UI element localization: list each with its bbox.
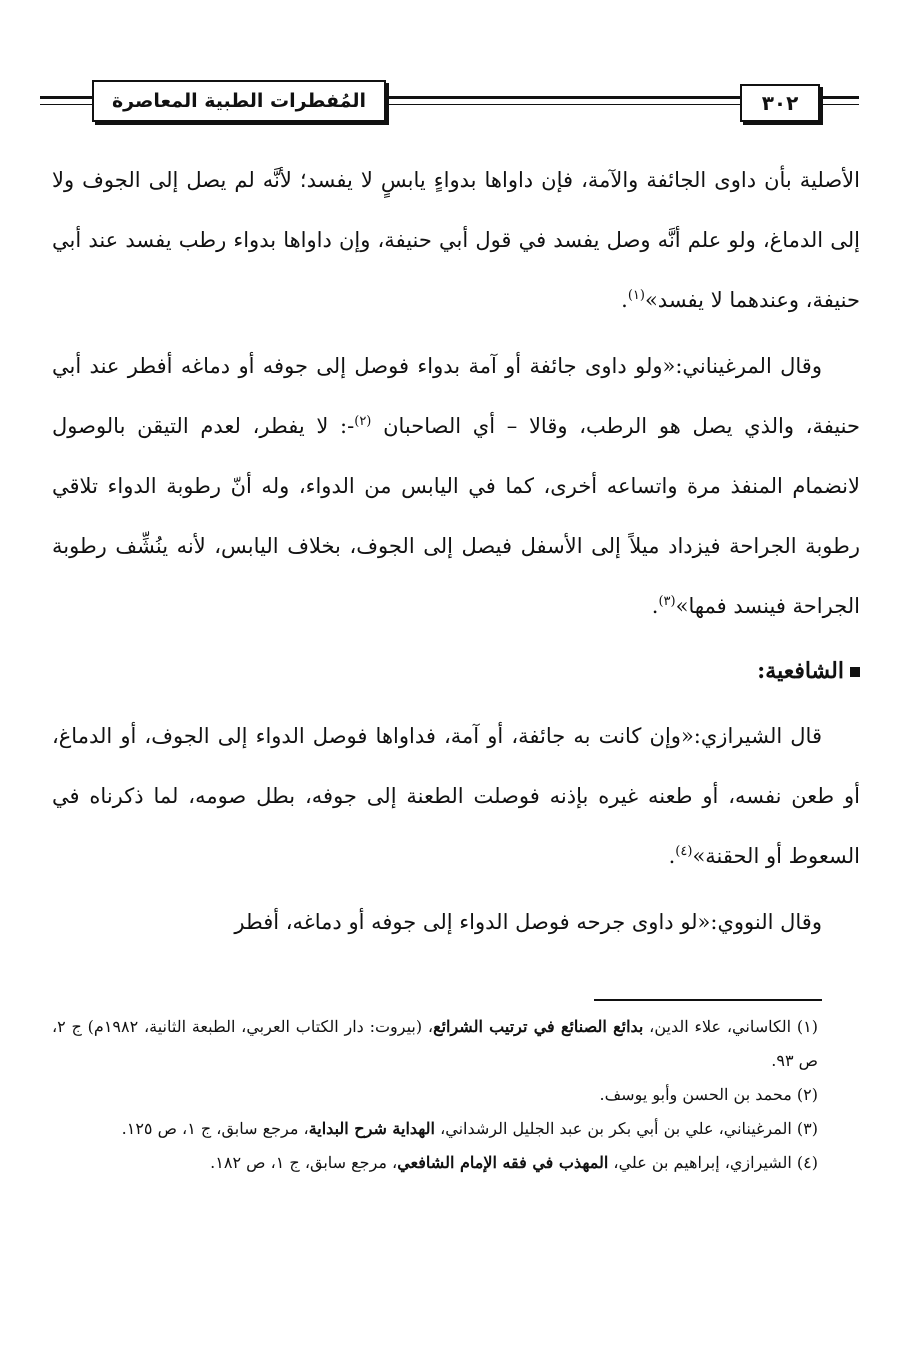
footnote-2-pre: (٢) محمد بن الحسن وأبو يوسف. [599,1085,818,1104]
footnote-1-post: ، (بيروت: دار الكتاب العربي، الطبعة الثانية، ١٩٨٢م) ج ٢، ص ٩٣. [52,1017,818,1070]
footnote-separator [594,999,822,1001]
footnote-1 [52,1010,818,1078]
paragraph-4-text: وقال النووي:«لو داوى جرحه فوصل الدواء إلى جوفه أو دماغه، أفطر [234,910,822,934]
header-rule-right-thin [819,104,859,105]
main-text [52,150,860,958]
paragraph-3 [52,706,860,886]
footnote-3-pre: (٣) المرغيناني، علي بن أبي بكر بن عبد الجليل الرشداني، [434,1119,818,1138]
header-rule-middle-thin [385,104,740,105]
footnote-ref-2: (٢) [354,414,372,429]
page-header [40,78,870,132]
footnotes [52,1010,818,1180]
paragraph-3-end: . [668,844,676,868]
paragraph-3-text: قال الشيرازي:«وإن كانت به جائفة، أو آمة، فداواها فوصل الدواء إلى الجوف، أو الدماغ، أو طعن نفسه، أو طعنه غيره بإذنه فوصلت الطعنة إلى جوفه، بطل صومه، لما ذكرناه في السعوط أو الحقنة» [52,724,860,868]
footnote-4-pre: (٤) الشيرازي، إبراهيم بن علي، [608,1153,818,1172]
paragraph-1 [52,150,860,330]
footnote-4-post: ، مرجع سابق، ج ١، ص ١٨٢. [210,1153,398,1172]
paragraph-1-text: الأصلية بأن داوى الجائفة والآمة، فإن داواها بدواءٍ يابسٍ لا يفسد؛ لأنَّه لم يصل إلى الجوف ولا إلى الدماغ، ولو علم أنَّه وصل يفسد في قول أبي حنيفة، وإن داواها بدواء رطب يفسد عند أبي حنيفة، وعندهما لا يفسد» [52,168,860,312]
paragraph-2 [52,336,860,636]
paragraph-1-end: . [621,288,628,312]
section-heading-text: الشافعية: [757,658,844,684]
footnote-ref-4: (٤) [675,844,693,859]
header-rule-middle [385,96,740,99]
book-title: المُفطرات الطبية المعاصرة [92,80,386,122]
paragraph-2-end: . [651,594,659,618]
footnote-4 [52,1146,818,1180]
footnote-ref-3: (٣) [658,594,676,609]
header-rule-right [819,96,859,99]
header-rule-left-thin [40,104,92,105]
footnote-1-pre: (١) الكاساني، علاء الدين، [643,1017,819,1036]
paragraph-4 [52,892,860,952]
page-number: ٣٠٢ [740,84,820,122]
footnote-2 [52,1078,818,1112]
square-bullet-icon [850,667,860,677]
paragraph-2-text-b: -: لا يفطر، لعدم التيقن بالوصول لانضمام المنفذ مرة واتساعه أخرى، كما في اليابس من الدواء، وله أنّ رطوبة الدواء تلاقي رطوبة الجراحة فيزداد ميلاً إلى الأسفل فيصل إلى الجوف، بخلاف اليابس، لأنه ينُشِّف رطوبة الجراحة فينسد فمها» [52,414,860,618]
footnote-ref-1: (١) [627,288,645,303]
header-rule-left [40,96,92,99]
footnote-4-title: المهذب في فقه الإمام الشافعي [397,1153,609,1172]
section-heading [52,642,860,700]
footnote-1-title: بدائع الصنائع في ترتيب الشرائع [433,1017,644,1036]
footnote-3 [52,1112,818,1146]
footnote-3-post: ، مرجع سابق، ج ١، ص ١٢٥. [121,1119,309,1138]
footnote-3-title: الهداية شرح البداية [308,1119,435,1138]
paragraph-2-text-a: وقال المرغيناني:«ولو داوى جائفة أو آمة بدواء فوصل إلى جوفه أو دماغه أفطر عند أبي حنيفة، والذي يصل هو الرطب، وقالا – أي الصاحبان [52,354,860,438]
